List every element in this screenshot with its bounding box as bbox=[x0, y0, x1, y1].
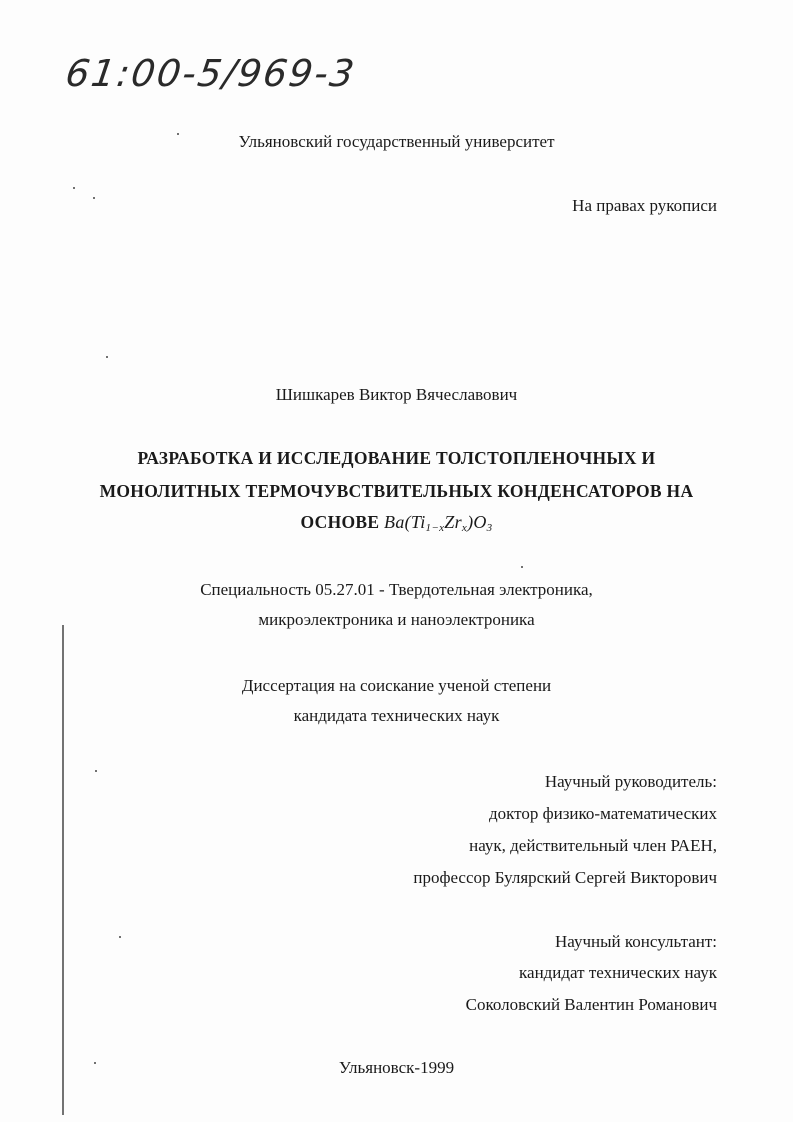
university-name: Ульяновский государственный университет bbox=[238, 132, 555, 151]
dissertation-line-2: кандидата технических наук bbox=[293, 706, 500, 725]
consultant-line-1: кандидат технических наук bbox=[519, 963, 717, 982]
supervisor-heading: Научный руководитель: bbox=[544, 772, 717, 791]
supervisor-line-2: наук, действительный член РАЕН, bbox=[469, 836, 717, 855]
title-line-3-prefix: ОСНОВЕ bbox=[300, 512, 380, 532]
supervisor-line-3: профессор Булярский Сергей Викторович bbox=[413, 868, 717, 887]
handwritten-archive-code: 61:00-5/969-3 bbox=[62, 52, 359, 95]
consultant-heading: Научный консультант: bbox=[555, 932, 717, 951]
manuscript-note: На правах рукописи bbox=[572, 196, 717, 215]
scan-speck bbox=[95, 770, 97, 772]
specialty-line-1: Специальность 05.27.01 - Твердотельная электроника, bbox=[200, 580, 593, 599]
city-year: Ульяновск-1999 bbox=[338, 1058, 455, 1077]
scan-speck bbox=[73, 187, 75, 189]
scan-speck bbox=[521, 566, 523, 568]
title-line-1: РАЗРАБОТКА И ИССЛЕДОВАНИЕ ТОЛСТОПЛЕНОЧНЫХ И bbox=[137, 448, 656, 468]
specialty-line-2: микроэлектроника и наноэлектроника bbox=[258, 610, 535, 629]
title-line-2: МОНОЛИТНЫХ ТЕРМОЧУВСТВИТЕЛЬНЫХ КОНДЕНСАТОРОВ НА bbox=[99, 481, 694, 501]
scan-speck bbox=[106, 356, 108, 358]
consultant-line-2: Соколовский Валентин Романович bbox=[465, 995, 717, 1014]
scan-speck bbox=[93, 197, 95, 199]
scan-edge-line bbox=[62, 625, 64, 1115]
dissertation-line-1: Диссертация на соискание ученой степени bbox=[241, 676, 552, 695]
supervisor-line-1: доктор физико-математических bbox=[488, 804, 717, 823]
author-name: Шишкарев Виктор Вячеславович bbox=[275, 385, 518, 404]
title-line-3 bbox=[0, 512, 793, 534]
chemical-formula: $Ba(Ti_{1-x}Zr_x)O_3$ bbox=[384, 512, 493, 534]
scan-speck bbox=[119, 936, 121, 938]
